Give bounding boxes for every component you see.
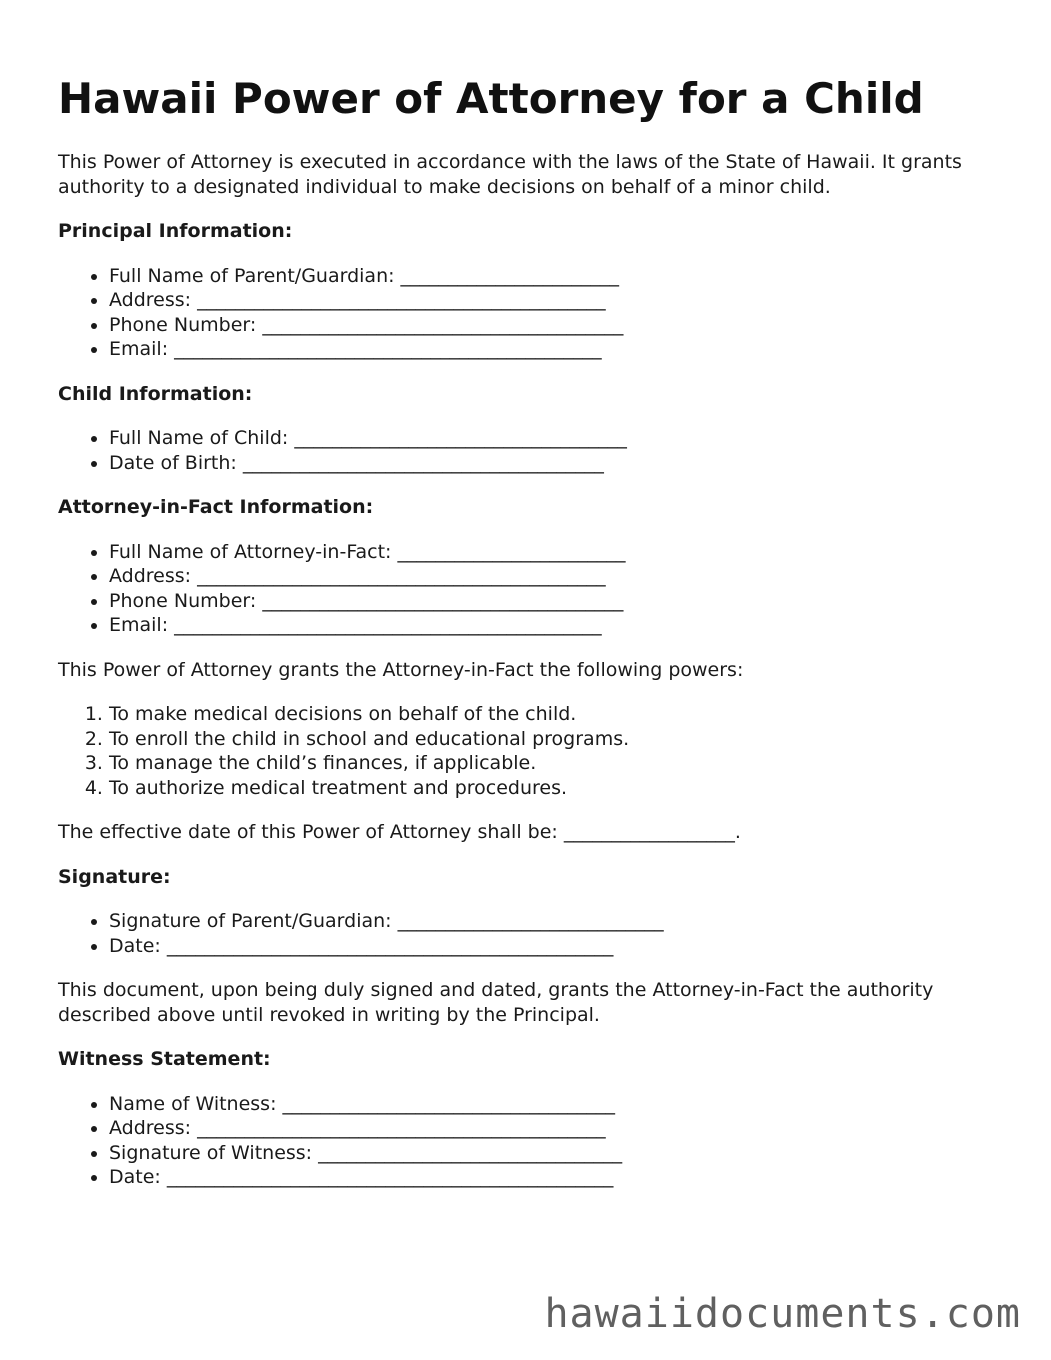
- power-item: 1. To make medical decisions on behalf of the child.: [109, 702, 998, 727]
- principal-name-field: • Full Name of Parent/Guardian: _______________________: [109, 264, 998, 289]
- principal-address-field: • Address: ___________________________________________: [109, 288, 998, 313]
- parent-signature-field: • Signature of Parent/Guardian: ____________________________: [109, 909, 998, 934]
- powers-list: [58, 702, 998, 800]
- witness-name-field: • Name of Witness: ___________________________________: [109, 1092, 998, 1117]
- site-watermark: hawaiidocuments.com: [544, 1291, 1021, 1337]
- child-heading: Child Information:: [58, 382, 253, 405]
- document-title: Hawaii Power of Attorney for a Child: [58, 74, 924, 123]
- intro-paragraph: This Power of Attorney is executed in accordance with the laws of the State of Hawaii. It grants authority to a designated individual to make decisions on behalf of a minor child.: [58, 151, 962, 198]
- principal-phone-field: • Phone Number: ______________________________________: [109, 313, 998, 338]
- closing-paragraph: This document, upon being duly signed and dated, grants the Attorney-in-Fact the authority described above until revoked in writing by the Principal.: [58, 979, 934, 1026]
- child-name-field: • Full Name of Child: ___________________________________: [109, 426, 998, 451]
- power-item: 3. To manage the child’s finances, if applicable.: [109, 751, 998, 776]
- child-dob-field: • Date of Birth: ______________________________________: [109, 451, 998, 476]
- signature-heading: Signature:: [58, 865, 171, 888]
- signature-fields-list: [58, 909, 998, 958]
- child-fields-list: [58, 426, 998, 475]
- principal-fields-list: [58, 264, 998, 362]
- witness-date-field: • Date: _______________________________________________: [109, 1165, 998, 1190]
- attorney-heading: Attorney-in-Fact Information:: [58, 496, 374, 518]
- signature-date-field: • Date: _______________________________________________: [109, 934, 998, 959]
- attorney-fields-list: [58, 540, 998, 638]
- attorney-phone-field: • Phone Number: ______________________________________: [109, 589, 998, 614]
- powers-intro: This Power of Attorney grants the Attorney-in-Fact the following powers:: [58, 658, 744, 681]
- power-item: 2. To enroll the child in school and educational programs.: [109, 727, 998, 752]
- attorney-name-field: • Full Name of Attorney-in-Fact: ________________________: [109, 540, 998, 565]
- witness-signature-field: • Signature of Witness: ________________________________: [109, 1141, 998, 1166]
- witness-address-field: • Address: ___________________________________________: [109, 1116, 998, 1141]
- effective-date-statement: The effective date of this Power of Attorney shall be: __________________.: [58, 821, 741, 843]
- document-page: [58, 72, 998, 1210]
- principal-heading: Principal Information:: [58, 220, 293, 242]
- power-item: 4. To authorize medical treatment and procedures.: [109, 776, 998, 801]
- witness-fields-list: [58, 1092, 998, 1190]
- attorney-email-field: • Email: _____________________________________________: [109, 613, 998, 638]
- principal-email-field: • Email: _____________________________________________: [109, 337, 998, 362]
- witness-heading: Witness Statement:: [58, 1048, 271, 1070]
- attorney-address-field: • Address: ___________________________________________: [109, 564, 998, 589]
